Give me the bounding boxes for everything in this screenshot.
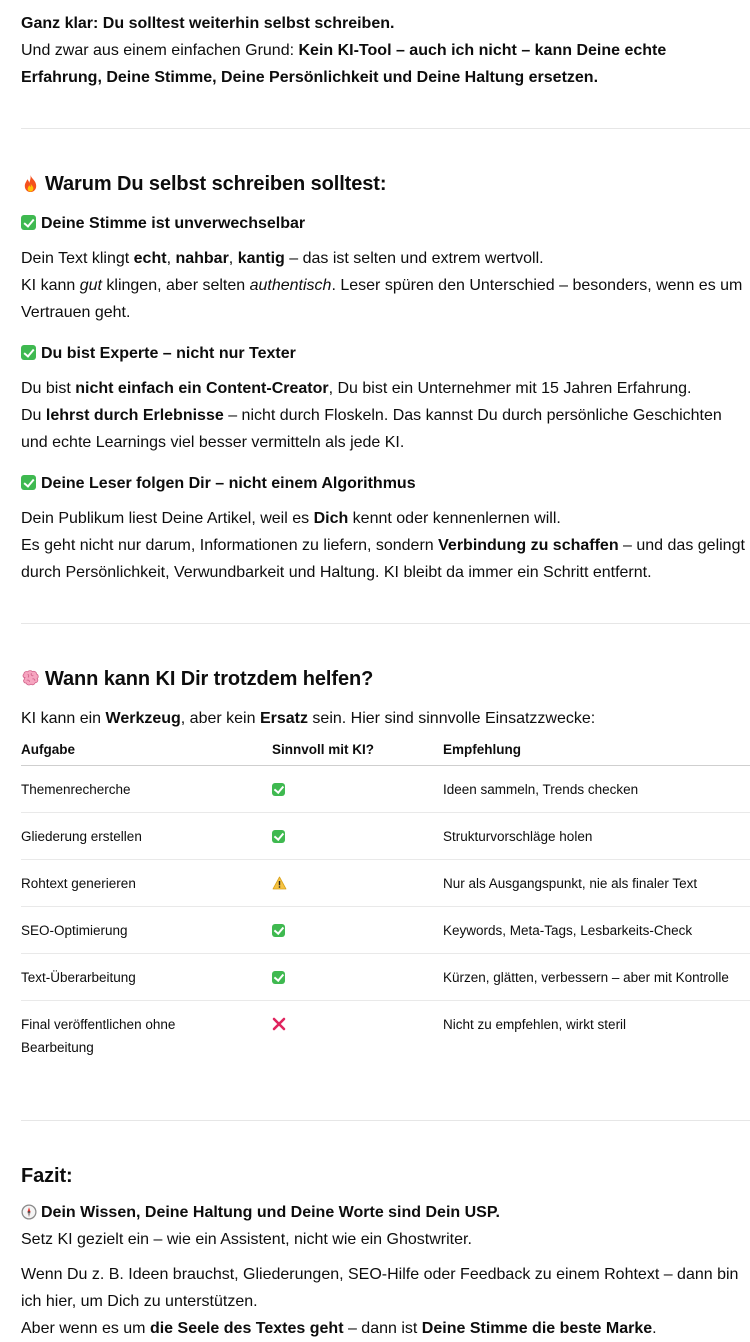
table-cell-task: Text-Überarbeitung [21,954,272,1001]
point-1-line-2: KI kann gut klingen, aber selten authentisch. Leser spüren den Unterschied – besonders, wenn es um Vertrauen geht. [21,277,743,321]
table-row [21,954,750,1001]
table-cell-task: Themenrecherche [21,766,272,813]
point-2-line-2: Du lehrst durch Erlebnisse – nicht durch Floskeln. Das kannst Du durch persönliche Geschichten und echte Learnings viel besser vermitteln als jede KI. [21,407,722,451]
article [21,0,750,1342]
fazit-bold-line: Dein Wissen, Deine Haltung und Deine Worte sind Dein USP. [21,1199,750,1226]
table-row [21,860,750,907]
table-cell-recommendation: Strukturvorschläge holen [443,813,750,860]
usage-table [21,734,750,1070]
point-2-title: Du bist Experte – nicht nur Texter [21,343,750,365]
table-header-recommendation: Empfehlung [443,734,750,766]
table-cell-recommendation: Nur als Ausgangspunkt, nie als finaler Text [443,860,750,907]
check-icon [21,215,36,230]
fire-icon [21,174,40,193]
point-2-line-1: Du bist nicht einfach ein Content-Creator, Du bist ein Unternehmer mit 15 Jahren Erfahrung. [21,380,692,397]
table-row [21,1001,750,1071]
table-cell-recommendation: Ideen sammeln, Trends checken [443,766,750,813]
table-cell-status [272,954,443,1001]
section-why-heading: Warum Du selbst schreiben solltest: [21,171,750,197]
table-cell-status [272,813,443,860]
table-cell-task: Final veröffentlichen ohne Bearbeitung [21,1017,176,1055]
table-cell-recommendation: Nicht zu empfehlen, wirkt steril [443,1017,627,1032]
table-row [21,907,750,954]
brain-icon [21,669,40,688]
table-row [21,813,750,860]
table-header-useful: Sinnvoll mit KI? [272,734,443,766]
point-3-title: Deine Leser folgen Dir – nicht einem Algorithmus [21,473,750,495]
intro-line-1: Ganz klar: Du solltest weiterhin selbst schreiben. [21,15,395,32]
table-cell-status [272,766,443,813]
check-icon [272,783,285,796]
section-fazit-heading: Fazit: [21,1165,73,1187]
check-icon [272,971,285,984]
divider [21,128,750,129]
table-cell-recommendation: Keywords, Meta-Tags, Lesbarkeits-Check [443,907,750,954]
point-3-line-1: Dein Publikum liest Deine Artikel, weil es Dich kennt oder kennenlernen will. [21,510,561,527]
check-icon [272,830,285,843]
divider [21,623,750,624]
table-cell-task: Rohtext generieren [21,860,272,907]
intro-line-2: Und zwar aus einem einfachen Grund: Kein KI-Tool – auch ich nicht – kann Deine echte Erfahrung, Deine Stimme, Deine Persönlichkeit und Deine Haltung ersetzen. [21,42,667,86]
fazit-line-2: Setz KI gezielt ein – wie ein Assistent, nicht wie ein Ghostwriter. [21,1231,472,1248]
compass-icon [21,1204,37,1220]
table-cell-task: SEO-Optimierung [21,907,272,954]
point-3-line-2: Es geht nicht nur darum, Informationen zu liefern, sondern Verbindung zu schaffen – und das gelingt durch Persönlichkeit, Verwundbarkeit und Haltung. KI bleibt da immer ein Schritt entfernt. [21,537,745,581]
point-1-line-1: Dein Text klingt echt, nahbar, kantig – das ist selten und extrem wertvoll. [21,250,544,267]
table-row [21,766,750,813]
table-header-row [21,734,750,766]
point-1-title: Deine Stimme ist unverwechselbar [21,213,750,235]
table-cell-task: Gliederung erstellen [21,813,272,860]
check-icon [272,924,285,937]
table-cell-status [272,907,443,954]
warning-icon [272,876,287,890]
divider [21,1120,750,1121]
fazit-paragraph-2: Aber wenn es um die Seele des Textes geht – dann ist Deine Stimme die beste Marke. [21,1320,657,1337]
section-help-heading: Wann kann KI Dir trotzdem helfen? [21,666,750,692]
table-cell-status [272,1001,443,1071]
cross-icon [272,1017,286,1031]
fazit-paragraph-1: Wenn Du z. B. Ideen brauchst, Gliederungen, SEO-Hilfe oder Feedback zu einem Rohtext – dann bin ich hier, um Dich zu unterstützen. [21,1266,739,1310]
table-cell-recommendation: Kürzen, glätten, verbessern – aber mit Kontrolle [443,954,750,1001]
table-header-task: Aufgabe [21,734,272,766]
check-icon [21,345,36,360]
check-icon [21,475,36,490]
section-help-intro: KI kann ein Werkzeug, aber kein Ersatz sein. Hier sind sinnvolle Einsatzzwecke: [21,710,596,727]
table-cell-status [272,860,443,907]
